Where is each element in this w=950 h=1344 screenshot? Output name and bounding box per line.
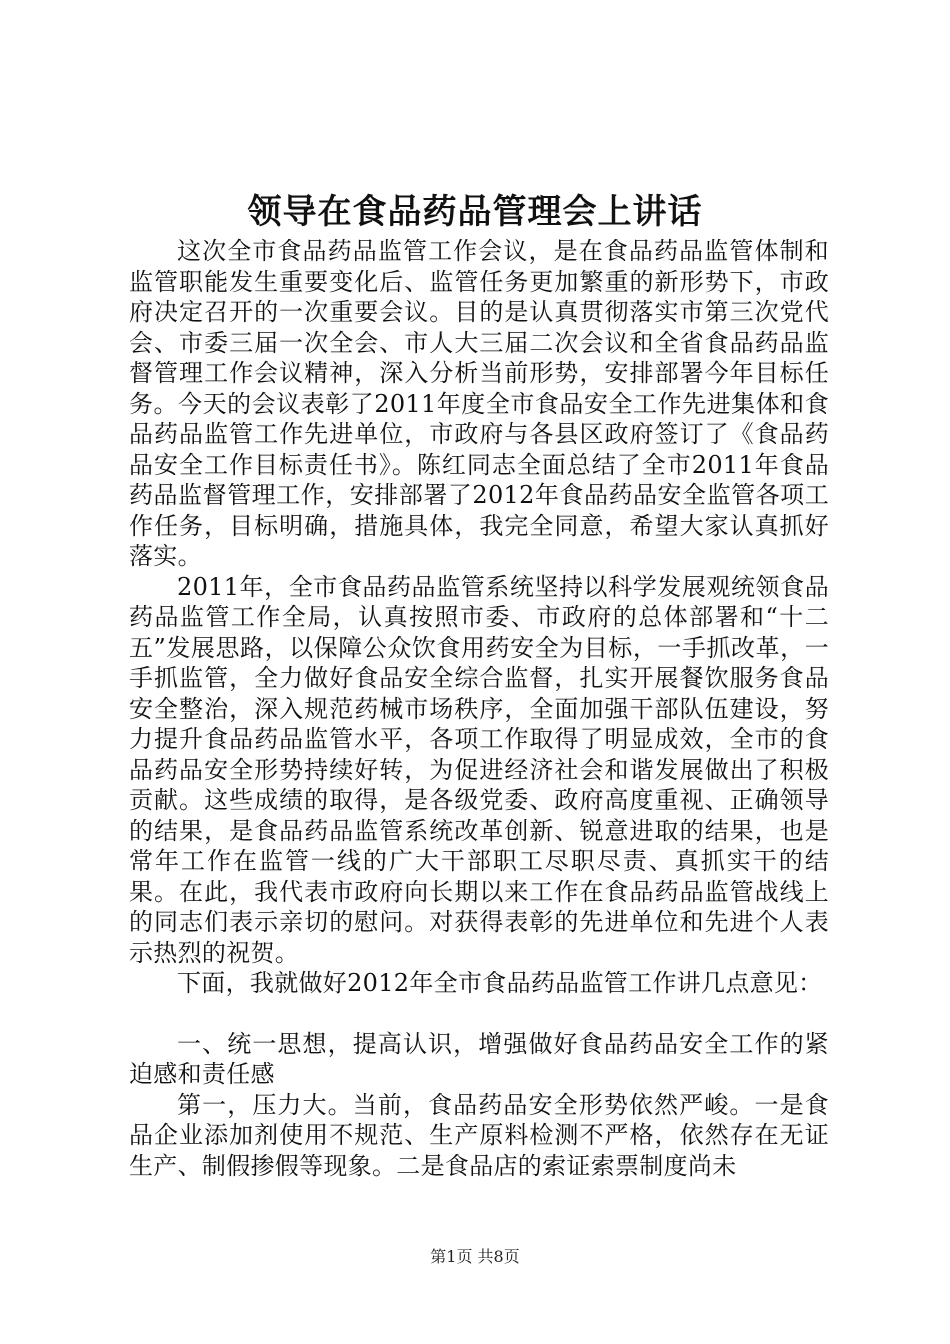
document-body xyxy=(129,236,829,1181)
paragraph-pressure: 第一，压力大。当前，食品药品安全形势依然严峻。一是食品企业添加剂使用不规范、生产原料检测不严格，依然存在无证生产、制假掺假等现象。二是食品店的索证索票制度尚未 xyxy=(129,1090,829,1180)
section-heading-1: 一、统一思想，提高认识，增强做好食品药品安全工作的紧迫感和责任感 xyxy=(129,1029,829,1088)
paragraph-opening: 这次全市食品药品监管工作会议，是在食品药品监管体制和监管职能发生重要变化后、监管任务更加繁重的新形势下，市政府决定召开的一次重要会议。目的是认真贯彻落实市第三次党代会、市委三届一次全会、市人大三届二次会议和全省食品药品监督管理工作会议精神，深入分析当前形势，安排部署今年目标任务。今天的会议表彰了2011年度全市食品安全工作先进集体和食品药品监管工作先进单位，市政府与各县区政府签订了《食品药品安全工作目标责任书》。陈红同志全面总结了全市2011年食品药品监督管理工作，安排部署了2012年食品药品安全监管各项工作任务，目标明确，措施具体，我完全同意，希望大家认真抓好落实。 xyxy=(129,237,829,570)
paragraph-achievements: 2011年，全市食品药品监管系统坚持以科学发展观统领食品药品监管工作全局，认真按照市委、市政府的总体部署和“十二五”发展思路，以保障公众饮食用药安全为目标，一手抓改革，一手抓监管，全力做好食品安全综合监督，扎实开展餐饮服务食品安全整治，深入规范药械市场秩序，全面加强干部队伍建设，努力提升食品药品监管水平，各项工作取得了明显成效，全市的食品药品安全形势持续好转，为促进经济社会和谐发展做出了积极贡献。这些成绩的取得，是各级党委、政府高度重视、正确领导的结果，是食品药品监管系统改革创新、锐意进取的结果，也是常年工作在监管一线的广大干部职工尽职尽责、真抓实干的结果。在此，我代表市政府向长期以来工作在食品药品监管战线上的同志们表示亲切的慰问。对获得表彰的先进单位和先进个人表示热烈的祝贺。 xyxy=(129,572,829,967)
document-title: 领导在食品药品管理会上讲话 xyxy=(247,192,703,232)
paragraph-intro-opinions: 下面，我就做好2012年全市食品药品监管工作讲几点意见： xyxy=(177,969,823,997)
page-footer: 第1页 共8页 xyxy=(430,1247,520,1266)
